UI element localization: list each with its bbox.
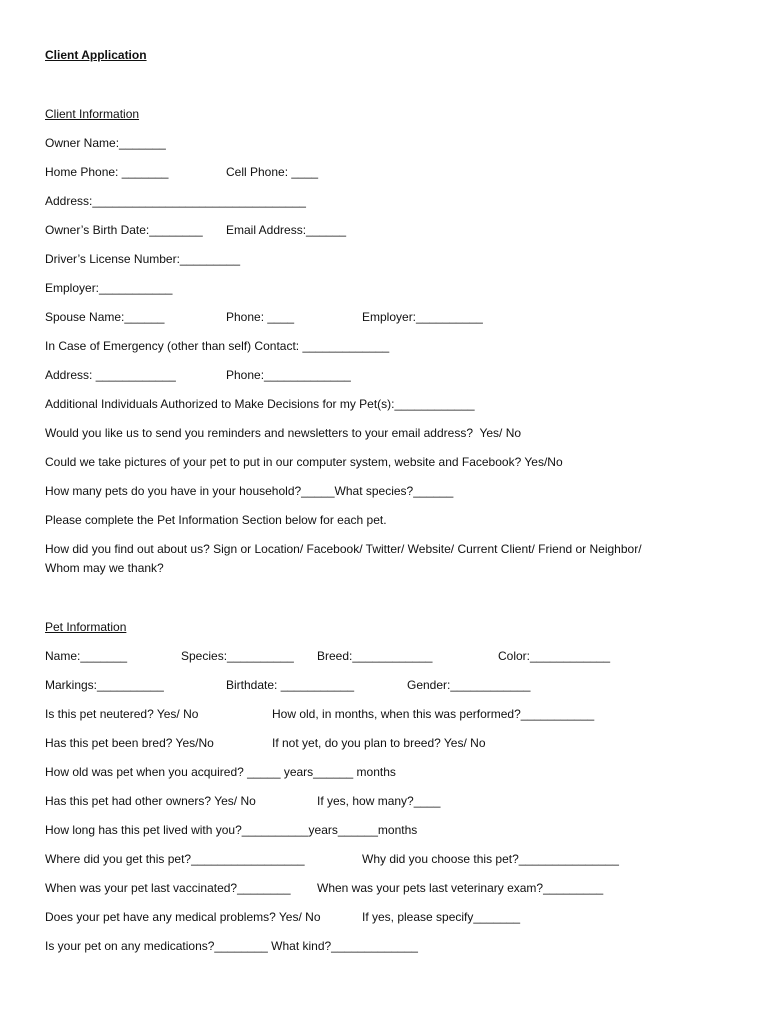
pet-name-field: Name:_______ bbox=[45, 649, 128, 663]
owner-name-field: Owner Name:_______ bbox=[45, 136, 166, 150]
authorized-individuals-field: Additional Individuals Authorized to Make Decisions for my Pet(s):____________ bbox=[45, 397, 475, 411]
newsletters-question: Would you like us to send you reminders and newsletters to your email address? Yes/ No bbox=[45, 426, 522, 440]
other-owners-question: Has this pet had other owners? Yes/ No bbox=[45, 794, 256, 808]
owners-count-question: If yes, how many?____ bbox=[317, 794, 441, 808]
referral-question: How did you find out about us? Sign or Location/ Facebook/ Twitter/ Website/ Current Client/ Friend or Neighbor/ bbox=[45, 542, 642, 556]
emergency-address-field: Address: ____________ bbox=[45, 368, 176, 382]
emergency-contact-field: In Case of Emergency (other than self) Contact: _____________ bbox=[45, 339, 390, 353]
bred-question: Has this pet been bred? Yes/No bbox=[45, 736, 214, 750]
cell-phone-field: Cell Phone: ____ bbox=[226, 165, 319, 179]
pet-species-field: Species:__________ bbox=[181, 649, 294, 663]
spouse-name-field: Spouse Name:______ bbox=[45, 310, 165, 324]
medications-question: Is your pet on any medications?________ What kind?_____________ bbox=[45, 939, 418, 953]
spouse-phone-field: Phone: ____ bbox=[226, 310, 295, 324]
lived-with-question: How long has this pet lived with you?__________years______months bbox=[45, 823, 418, 837]
specify-field: If yes, please specify_______ bbox=[362, 910, 521, 924]
pet-section-heading: Pet Information bbox=[45, 620, 127, 634]
pet-breed-field: Breed:____________ bbox=[317, 649, 433, 663]
spouse-employer-field: Employer:__________ bbox=[362, 310, 483, 324]
plan-breed-question: If not yet, do you plan to breed? Yes/ No bbox=[272, 736, 486, 750]
pictures-question: Could we take pictures of your pet to put in our computer system, website and Facebook? Yes/No bbox=[45, 455, 563, 469]
pet-birthdate-field: Birthdate: ___________ bbox=[226, 678, 355, 692]
client-section-heading: Client Information bbox=[45, 107, 140, 121]
pets-count-question: How many pets do you have in your household?_____What species?______ bbox=[45, 484, 454, 498]
pet-color-field: Color:____________ bbox=[498, 649, 611, 663]
pet-gender-field: Gender:____________ bbox=[407, 678, 531, 692]
vaccinated-question: When was your pet last vaccinated?________ bbox=[45, 881, 291, 895]
birth-date-field: Owner’s Birth Date:________ bbox=[45, 223, 203, 237]
complete-note: Please complete the Pet Information Section below for each pet. bbox=[45, 513, 387, 527]
medical-problems-question: Does your pet have any medical problems? Yes/ No bbox=[45, 910, 321, 924]
home-phone-field: Home Phone: _______ bbox=[45, 165, 169, 179]
pet-markings-field: Markings:__________ bbox=[45, 678, 164, 692]
why-choose-question: Why did you choose this pet?_______________ bbox=[362, 852, 619, 866]
referral-question-cont: Whom may we thank? bbox=[45, 561, 164, 575]
license-field: Driver’s License Number:_________ bbox=[45, 252, 240, 266]
last-exam-question: When was your pets last veterinary exam?_________ bbox=[317, 881, 604, 895]
where-get-question: Where did you get this pet?_________________ bbox=[45, 852, 305, 866]
email-field: Email Address:______ bbox=[226, 223, 347, 237]
employer-field: Employer:___________ bbox=[45, 281, 173, 295]
neutered-age-question: How old, in months, when this was performed?___________ bbox=[272, 707, 595, 721]
acquired-age-question: How old was pet when you acquired? _____ years______ months bbox=[45, 765, 396, 779]
form-title: Client Application bbox=[45, 48, 147, 62]
emergency-phone-field: Phone:_____________ bbox=[226, 368, 351, 382]
address-field: Address:________________________________ bbox=[45, 194, 306, 208]
neutered-question: Is this pet neutered? Yes/ No bbox=[45, 707, 199, 721]
